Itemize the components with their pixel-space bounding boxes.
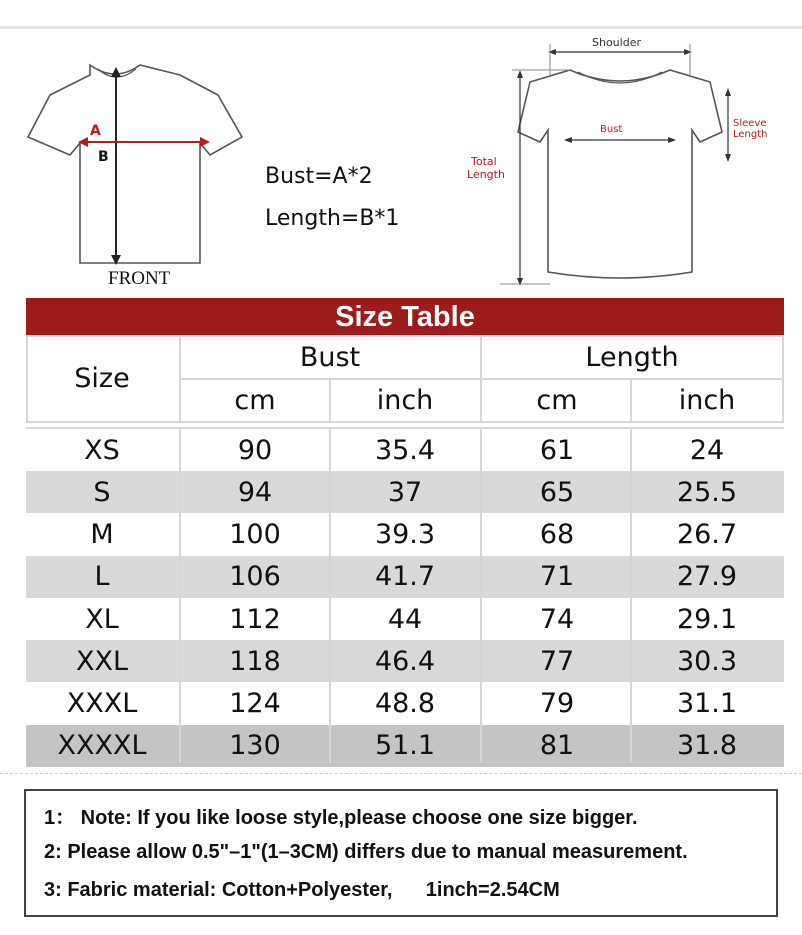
table-row xyxy=(26,598,784,640)
header-bust: Bust xyxy=(299,341,361,373)
cell-size: M xyxy=(90,519,114,550)
cell-len-in: 27.9 xyxy=(676,561,738,593)
header-bust-inch: inch xyxy=(376,384,434,416)
dashed-divider xyxy=(0,773,802,775)
note-3: 3: Fabric material: Cotton+Polyester, 1inch=2.54CM xyxy=(44,879,560,901)
cell-bust-in: 48.8 xyxy=(374,688,436,719)
cell-len-in: 30.3 xyxy=(676,645,738,677)
header-size: Size xyxy=(74,362,130,394)
header-length: Length xyxy=(585,341,679,373)
bust-diagram-label: Bust xyxy=(600,124,623,135)
cell-len-cm: 71 xyxy=(539,561,575,593)
note-1: 1： Note: If you like loose style,please choose one size bigger. xyxy=(44,807,638,829)
header-bust-cm: cm xyxy=(234,384,276,416)
cell-size: XXXXL xyxy=(57,730,147,762)
sleeve-length-label-2: Length xyxy=(733,129,768,140)
cell-len-cm: 68 xyxy=(539,519,575,550)
cell-size: L xyxy=(94,561,110,593)
table-row xyxy=(26,683,784,725)
cell-len-cm: 81 xyxy=(539,730,575,762)
cell-len-in: 31.8 xyxy=(676,730,738,762)
cell-bust-in: 46.4 xyxy=(374,645,436,677)
measurement-shirt-diagram xyxy=(460,32,780,292)
cell-bust-in: 44 xyxy=(387,603,423,635)
size-table-title: Size Table xyxy=(26,298,784,335)
table-row xyxy=(26,429,784,471)
cell-bust-cm: 112 xyxy=(229,603,281,635)
table-row xyxy=(26,471,784,513)
cell-bust-cm: 94 xyxy=(237,476,273,508)
cell-bust-cm: 118 xyxy=(229,645,281,677)
table-row xyxy=(26,725,784,767)
front-caption: FRONT xyxy=(108,268,171,289)
sleeve-length-label-1: Sleeve xyxy=(733,118,767,129)
length-formula: Length=B*1 xyxy=(265,206,400,231)
cell-len-cm: 74 xyxy=(539,603,575,635)
bust-formula: Bust=A*2 xyxy=(265,164,373,189)
cell-len-in: 24 xyxy=(689,434,725,466)
total-length-label-1: Total xyxy=(471,155,497,168)
header-length-cm: cm xyxy=(536,384,578,416)
top-divider xyxy=(0,26,802,29)
header-length-inch: inch xyxy=(678,384,736,416)
label-b: B xyxy=(98,149,109,165)
cell-bust-cm: 124 xyxy=(229,688,281,719)
front-shirt-diagram xyxy=(20,55,260,290)
cell-size: XXL xyxy=(75,645,129,677)
cell-size: XL xyxy=(85,603,119,635)
notes-box xyxy=(24,789,778,917)
cell-bust-in: 41.7 xyxy=(374,561,436,593)
cell-len-cm: 77 xyxy=(539,645,575,677)
cell-bust-in: 51.1 xyxy=(374,730,436,762)
cell-bust-in: 35.4 xyxy=(374,434,436,466)
cell-bust-in: 37 xyxy=(387,476,423,508)
shoulder-label: Shoulder xyxy=(592,36,641,49)
table-row xyxy=(26,514,784,556)
cell-len-in: 29.1 xyxy=(676,603,738,635)
cell-len-cm: 65 xyxy=(539,476,575,508)
cell-size: XS xyxy=(84,434,120,466)
cell-bust-cm: 130 xyxy=(229,730,281,762)
table-row xyxy=(26,640,784,682)
note-2: 2: Please allow 0.5"–1"(1–3CM) differs due to manual measurement. xyxy=(44,841,688,863)
cell-len-in: 25.5 xyxy=(676,476,738,508)
cell-len-in: 26.7 xyxy=(676,519,738,550)
cell-len-in: 31.1 xyxy=(676,688,738,719)
cell-len-cm: 61 xyxy=(539,434,575,466)
label-a: A xyxy=(90,123,101,139)
table-row xyxy=(26,556,784,598)
cell-size: XXXL xyxy=(66,688,138,719)
cell-size: S xyxy=(93,476,111,508)
total-length-label-2: Length xyxy=(467,168,505,181)
cell-bust-cm: 90 xyxy=(237,434,273,466)
cell-bust-cm: 100 xyxy=(229,519,281,550)
cell-bust-cm: 106 xyxy=(229,561,281,593)
cell-len-cm: 79 xyxy=(539,688,575,719)
cell-bust-in: 39.3 xyxy=(374,519,436,550)
